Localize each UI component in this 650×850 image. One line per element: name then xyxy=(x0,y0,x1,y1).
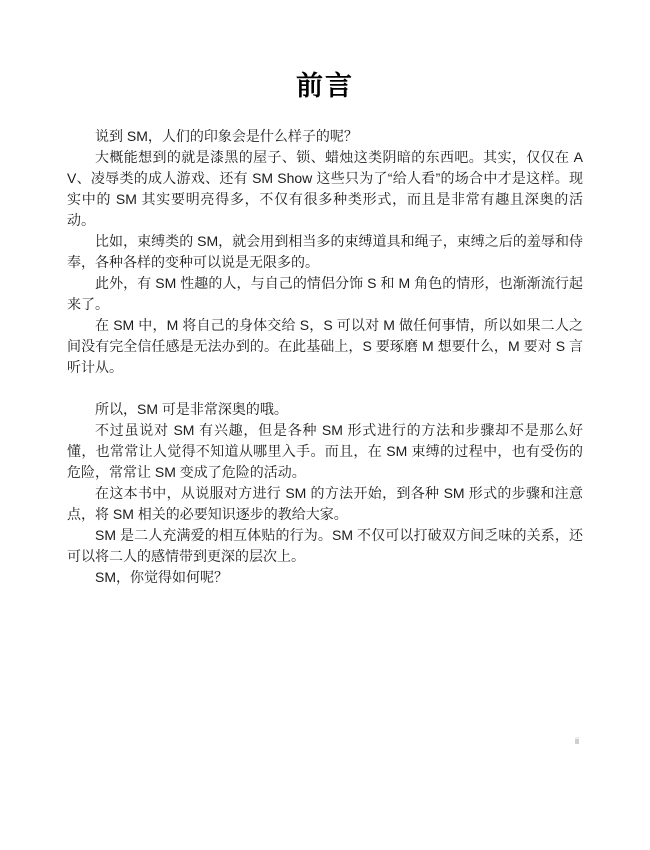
paragraph: SM，你觉得如何呢？ xyxy=(95,569,228,586)
paragraph: SM 是二人充满爱的相互体贴的行为。SM 不仅可以打破双方间乏味的关系，还可以将二人的感情带到更深的层次上。 xyxy=(67,527,583,565)
paragraph: 大概能想到的就是漆黑的屋子、锁、蜡烛这类阴暗的东西吧。其实，仅仅在 AV、凌辱类的成人游戏、还有 SM Show 这些只为了“给人看”的场合中才是这样。现实中的 SM 其实要明亮得多，不仅有很多种类形式，而且是非常有趣且深奥的活动。 xyxy=(67,149,583,229)
page-number: ii xyxy=(575,736,579,746)
page-content xyxy=(67,70,583,588)
paragraph: 在 SM 中，M 将自己的身体交给 S，S 可以对 M 做任何事情，所以如果二人之间没有完全信任感是无法办到的。在此基础上，S 要琢磨 M 想要什么，M 要对 S 言听计从。 xyxy=(67,317,583,376)
paragraph: 比如，束缚类的 SM，就会用到相当多的束缚道具和绳子，束缚之后的羞辱和侍奉，各种各样的变种可以说是无限多的。 xyxy=(67,233,583,271)
page-title: 前言 xyxy=(296,71,354,101)
paragraph: 在这本书中，从说服对方进行 SM 的方法开始，到各种 SM 形式的步骤和注意点，将 SM 相关的必要知识逐步的教给大家。 xyxy=(67,485,583,523)
paragraph: 不过虽说对 SM 有兴趣，但是各种 SM 形式进行的方法和步骤却不是那么好懂，也常常让人觉得不知道从哪里入手。而且，在 SM 束缚的过程中，也有受伤的危险，常常让 SM 变成了危险的活动。 xyxy=(67,422,583,481)
paragraph: 所以，SM 可是非常深奥的哦。 xyxy=(95,401,288,418)
paragraph: 此外，有 SM 性趣的人，与自己的情侣分饰 S 和 M 角色的情形，也渐渐流行起来了。 xyxy=(67,275,583,313)
body-text xyxy=(67,126,583,588)
paragraph: 说到 SM，人们的印象会是什么样子的呢？ xyxy=(95,128,358,145)
